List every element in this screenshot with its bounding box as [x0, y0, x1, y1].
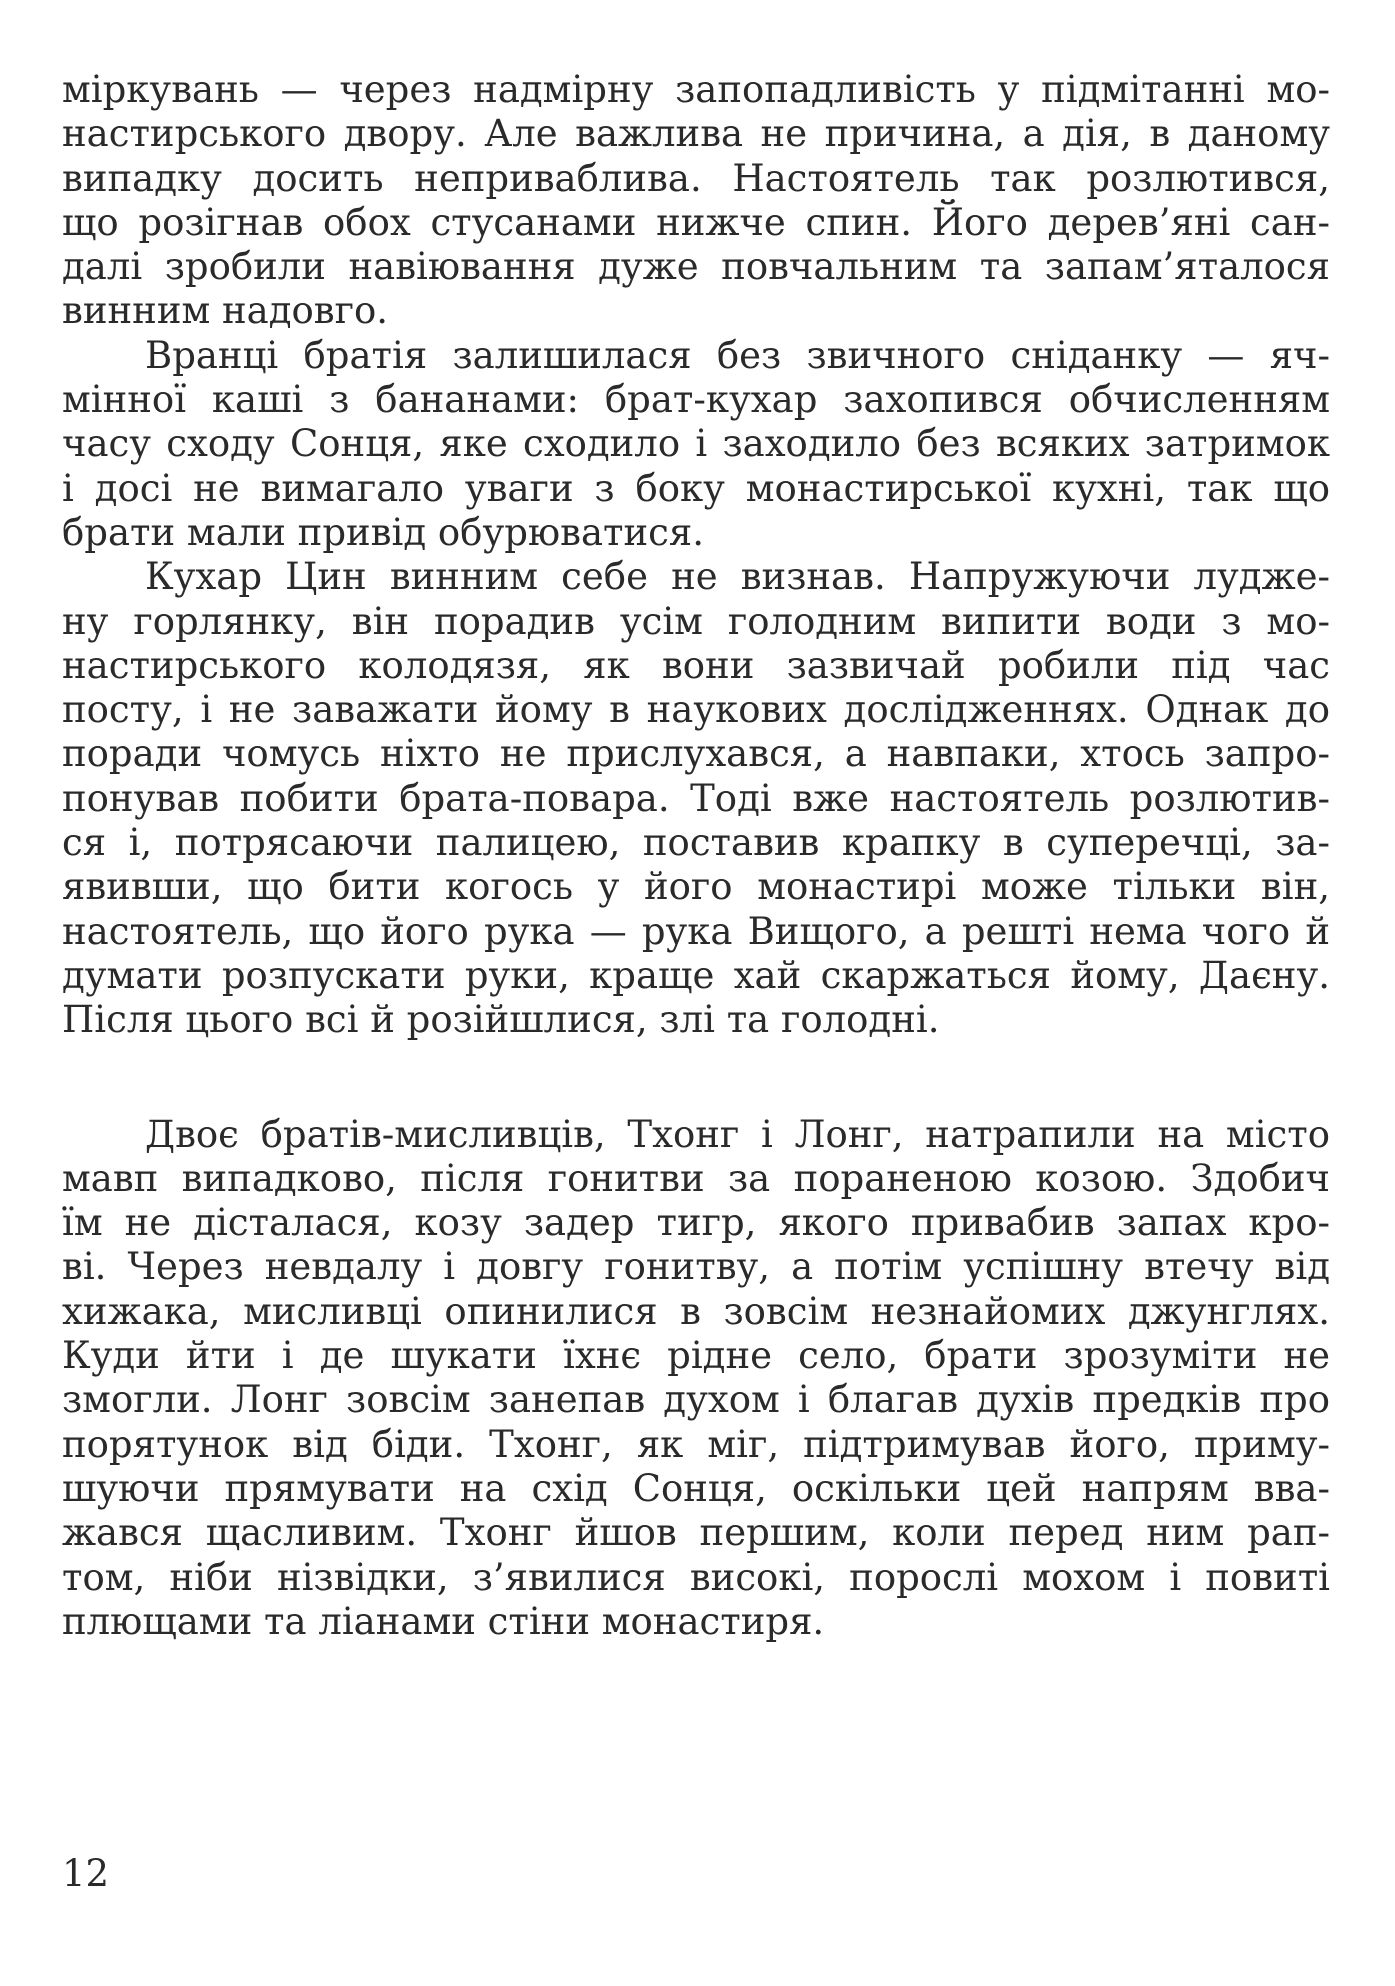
paragraph	[62, 68, 1330, 334]
text-line: міркувань — через надмірну запопадливість у підмітанні мо-	[62, 68, 1330, 111]
text-line: далі зробили навіювання дуже повчальним та запам’яталося	[62, 245, 1330, 289]
text-line: шуючи прямувати на схід Сонця, оскільки цей напрям вва-	[62, 1466, 1330, 1510]
text-line: ся і, потрясаючи палицею, поставив крапку в суперечці, за-	[62, 821, 1330, 865]
text-line: жався щасливим. Тхонг йшов першим, коли перед ним рап-	[62, 1511, 1330, 1555]
text-line: поради чомусь ніхто не прислухався, а навпаки, хтось запро-	[62, 732, 1330, 776]
text-line: ну горлянку, він порадив усім голодним випити води з мо-	[62, 599, 1330, 643]
text-line: брати мали привід обурюватися.	[62, 510, 704, 554]
text-line: винним надовго.	[62, 289, 389, 333]
text-line: випадку досить непривабливa. Настоятель так розлютився,	[62, 156, 1330, 200]
text-line: настирського колодязя, як вони зазвичай робили під час	[62, 643, 1330, 687]
text-line: настоятель, що його рука — рука Вищого, а решті нема чого й	[62, 909, 1330, 953]
text-line: мінної каші з бананами: брат-кухар захопився обчисленням	[62, 378, 1330, 422]
paragraph	[62, 334, 1330, 555]
text-line: понував побити брата-повара. Тоді вже настоятель розлютив-	[62, 776, 1330, 820]
text-line: їм не дісталася, козу задер тигр, якого привабив запах кро-	[62, 1201, 1330, 1245]
text-line: Двоє братів-мисливців, Тхонг і Лонг, натрапили на місто	[145, 1112, 1330, 1156]
text-line: що розігнав обох стусанами нижче спин. Його дерев’яні сан-	[62, 200, 1330, 244]
paragraph	[62, 1113, 1330, 1645]
section-break	[62, 1043, 1330, 1113]
text-line: хижака, мисливці опинилися в зовсім незнайомих джунглях.	[62, 1289, 1330, 1333]
text-line: змогли. Лонг зовсім занепав духом і благав духів предків про	[62, 1378, 1330, 1422]
text-line: ві. Через невдалу і довгу гонитву, а потім успішну втечу від	[62, 1245, 1330, 1289]
text-line: мавп випадково, після гонитви за пораненою козою. Здобич	[62, 1156, 1330, 1200]
text-line: Вранці братія залишилася без звичного сніданку — яч-	[145, 333, 1330, 377]
text-line: і досі не вимагало уваги з боку монастирської кухні, так що	[62, 466, 1330, 510]
text-line: плющами та ліанами стіни монастиря.	[62, 1599, 825, 1643]
page-number: 12	[62, 1852, 110, 1895]
text-line: том, ніби нізвідки, з’явилися високі, порослі мохом і повиті	[62, 1555, 1330, 1599]
text-line: Куди йти і де шукати їхнє рідне село, брати зрозуміти не	[62, 1334, 1330, 1378]
text-line: порятунок від біди. Тхонг, як міг, підтримував його, приму-	[62, 1422, 1330, 1466]
page-text	[62, 68, 1330, 1644]
text-line: настирського двору. Але важлива не причина, а дія, в даному	[62, 112, 1330, 156]
text-line: Кухар Цин винним себе не визнав. Напружуючи луджe-	[145, 555, 1330, 599]
text-line: часу сходу Сонця, яке сходило і заходило без всяких затримок	[62, 422, 1330, 466]
paragraph	[62, 555, 1330, 1042]
text-line: Після цього всі й розійшлися, злі та голодні.	[62, 998, 940, 1042]
text-line: посту, і не заважати йому в наукових дослідженнях. Однак до	[62, 688, 1330, 732]
text-line: думати розпускати руки, краще хай скаржаться йому, Даєну.	[62, 953, 1330, 997]
text-line: явивши, що бити когось у його монастирі може тільки він,	[62, 865, 1330, 909]
